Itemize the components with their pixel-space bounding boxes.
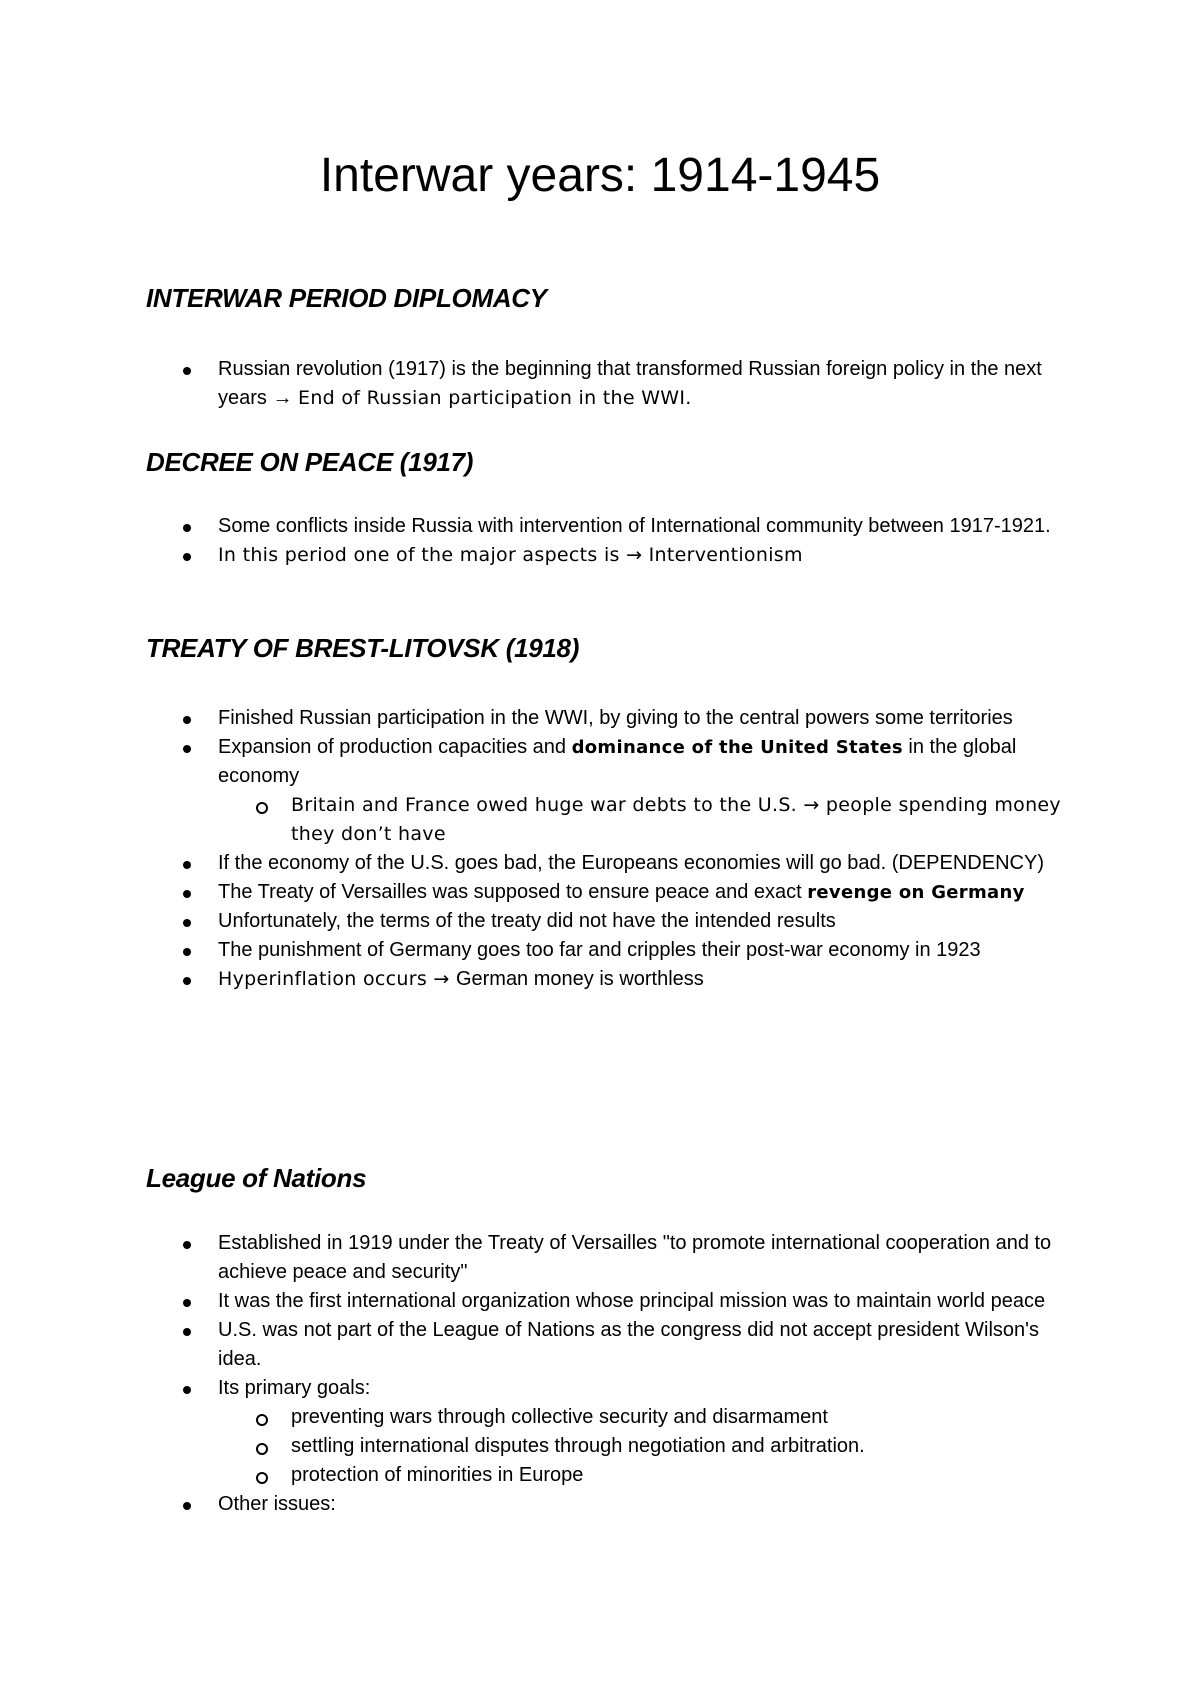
bullet-icon [183, 524, 191, 532]
item-text: Established in 1919 under the Treaty of Versailles "to promote international cooperation and to achieve peace and security" [218, 1232, 1052, 1283]
bullet-icon [183, 1502, 191, 1510]
bullet-icon [183, 890, 191, 898]
bullet-icon [183, 919, 191, 927]
hollow-bullet-icon [256, 1443, 268, 1455]
item-text: Britain and France owed huge war debts to the U.S. → people spending money they don’t have [291, 794, 1061, 845]
bullet-icon [183, 745, 191, 753]
sub-list-item [0, 1432, 1071, 1461]
item-text: It was the first international organization whose principal mission was to maintain world peace [218, 1290, 1046, 1312]
item-text: Finished Russian participation in the WWI, by giving to the central powers some territories [218, 707, 1013, 729]
item-text: The punishment of Germany goes too far and cripples their post-war economy in 1923 [218, 939, 981, 961]
section-list-league-of-nations [0, 1229, 1200, 1519]
section-heading-interwar-diplomacy: INTERWAR PERIOD DIPLOMACY [146, 283, 547, 313]
item-text: protection of minorities in Europe [291, 1464, 584, 1486]
section-heading-brest-litovsk: TREATY OF BREST-LITOVSK (1918) [146, 633, 580, 663]
bullet-icon [183, 1386, 191, 1394]
list-item [0, 512, 1068, 541]
section-list-brest-litovsk [0, 704, 1200, 994]
section-list-decree-on-peace [0, 512, 1200, 570]
item-text: settling international disputes through negotiation and arbitration. [291, 1435, 865, 1457]
sub-list-item [0, 791, 1071, 849]
hollow-bullet-icon [256, 1472, 268, 1484]
list-item [0, 733, 1068, 791]
list-item [0, 1229, 1068, 1287]
bullet-icon [183, 716, 191, 724]
item-text: U.S. was not part of the League of Nations as the congress did not accept president Wilson's idea. [218, 1319, 1039, 1370]
list-item [0, 1374, 1068, 1403]
item-text: Expansion of production capacities and [218, 736, 572, 758]
list-item [0, 355, 1068, 413]
bullet-icon [183, 948, 191, 956]
section-heading-league-of-nations: League of Nations [146, 1163, 367, 1193]
list-item [0, 849, 1068, 878]
list-item [0, 936, 1068, 965]
list-item [0, 1287, 1068, 1316]
item-text: Hyperinflation occurs → [218, 968, 456, 990]
list-item [0, 704, 1068, 733]
item-text: preventing wars through collective security and disarmament [291, 1406, 828, 1428]
list-item [0, 1316, 1068, 1374]
item-text: in the global economy [218, 736, 1017, 787]
item-text: In this period one of the major aspects is → Interventionism [218, 544, 803, 566]
list-item [0, 878, 1068, 907]
section-list-interwar-diplomacy [0, 355, 1200, 413]
bullet-icon [183, 1241, 191, 1249]
section-heading-decree-on-peace: DECREE ON PEACE (1917) [146, 447, 474, 477]
item-text: Its primary goals: [218, 1377, 371, 1399]
hollow-bullet-icon [256, 1414, 268, 1426]
item-text: The Treaty of Versailles was supposed to ensure peace and exact [218, 881, 808, 903]
bullet-icon [183, 1328, 191, 1336]
bullet-icon [183, 1299, 191, 1307]
item-text: Russian revolution (1917) is the beginning that transformed Russian foreign policy in the next years → [218, 358, 1042, 409]
list-item [0, 541, 1068, 570]
bullet-icon [183, 977, 191, 985]
list-item [0, 965, 1068, 994]
bullet-icon [183, 861, 191, 869]
bold-text: revenge on Germany [807, 882, 1025, 903]
hollow-bullet-icon [256, 802, 268, 814]
item-text: If the economy of the U.S. goes bad, the Europeans economies will go bad. (DEPENDENCY) [218, 852, 1044, 874]
sub-list-item [0, 1403, 1071, 1432]
bullet-icon [183, 367, 191, 375]
sub-list-item [0, 1461, 1071, 1490]
item-text: Some conflicts inside Russia with intervention of International community between 1917-1921. [218, 515, 1051, 537]
list-item [0, 907, 1068, 936]
bold-text: dominance of the United States [571, 737, 903, 758]
item-text: Unfortunately, the terms of the treaty did not have the intended results [218, 910, 836, 932]
item-text: Other issues: [218, 1493, 336, 1515]
document-title: Interwar years: 1914-1945 [319, 149, 881, 202]
item-text: German money is worthless [455, 968, 704, 990]
list-item [0, 1490, 1068, 1519]
item-text: End of Russian participation in the WWI. [298, 387, 692, 409]
bullet-icon [183, 553, 191, 561]
